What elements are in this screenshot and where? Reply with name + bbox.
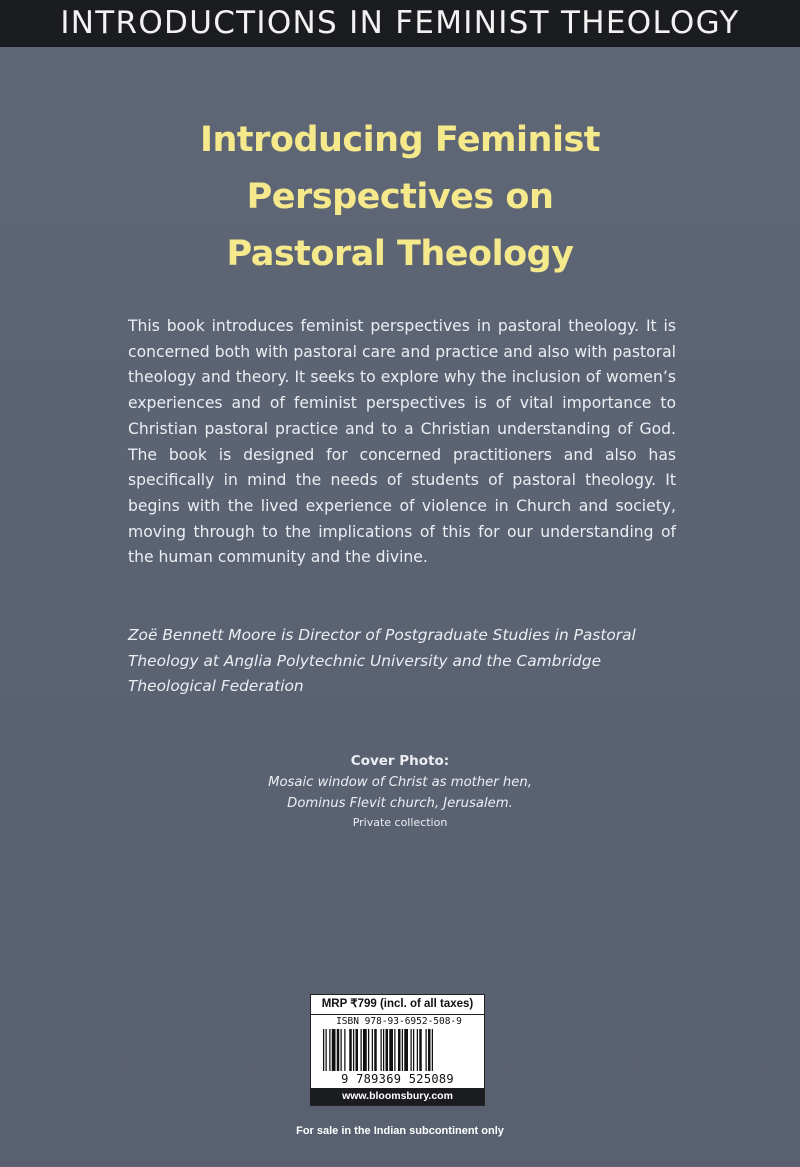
book-title-line: Introducing Feminist xyxy=(199,120,601,160)
barcode-stripe xyxy=(402,1029,403,1071)
series-title: INTRODUCTIONS IN FEMINIST THEOLOGY xyxy=(60,5,740,41)
barcode-stripe xyxy=(363,1029,367,1071)
cover-photo-label: Cover Photo: xyxy=(350,753,450,769)
barcode-stripe xyxy=(368,1029,369,1071)
cover-photo-line: Dominus Flevit church, Jerusalem. xyxy=(287,796,513,811)
publisher-website: www.bloomsbury.com xyxy=(311,1088,484,1105)
barcode-stripe xyxy=(426,1029,427,1071)
cover-photo-credit xyxy=(0,750,800,832)
barcode-digits: 9 789369 525089 xyxy=(341,1072,454,1086)
barcode-stripe xyxy=(404,1029,408,1071)
barcode-stripe xyxy=(394,1029,395,1071)
barcode-image xyxy=(323,1029,473,1071)
barcode-stripe xyxy=(361,1029,362,1071)
barcode-stripe xyxy=(323,1029,324,1071)
barcode-panel xyxy=(310,994,485,1106)
barcode-stripe xyxy=(432,1029,433,1071)
barcode-stripe xyxy=(332,1029,336,1071)
barcode-stripe xyxy=(329,1029,330,1071)
barcode-stripe xyxy=(417,1029,418,1071)
barcode-stripe xyxy=(374,1029,377,1071)
isbn-label: ISBN 978-93-6952-508-9 xyxy=(336,1016,462,1027)
barcode-stripe xyxy=(341,1029,342,1071)
cover-photo-source: Private collection xyxy=(352,816,448,829)
barcode-stripe xyxy=(381,1029,382,1071)
barcode-stripe xyxy=(326,1029,327,1071)
barcode-stripe xyxy=(344,1029,345,1071)
barcode-stripe xyxy=(353,1029,354,1071)
barcode-stripe xyxy=(349,1029,352,1071)
author-bio: Zoë Bennett Moore is Director of Postgraduate Studies in Pastoral Theology at Anglia Polytechnic University and the Cambridge Theological Federation xyxy=(128,626,636,695)
price-label: MRP ₹799 (incl. of all taxes) xyxy=(311,995,484,1015)
barcode-stripe xyxy=(413,1029,414,1071)
barcode-stripe xyxy=(411,1029,412,1071)
cover-photo-line: Mosaic window of Christ as mother hen, xyxy=(268,775,532,790)
sale-territory-note: For sale in the Indian subcontinent only xyxy=(296,1125,504,1137)
barcode-stripe xyxy=(389,1029,393,1071)
barcode-stripe xyxy=(372,1029,373,1071)
book-title-line: Perspectives on xyxy=(246,177,554,217)
barcode-stripe xyxy=(337,1029,340,1071)
book-title xyxy=(0,112,800,283)
book-title-line: Pastoral Theology xyxy=(226,234,574,274)
barcode-stripe xyxy=(386,1029,389,1071)
barcode-stripe xyxy=(356,1029,359,1071)
barcode-stripe xyxy=(398,1029,401,1071)
barcode-stripe xyxy=(419,1029,422,1071)
barcode-stripe xyxy=(428,1029,431,1071)
barcode-stripe xyxy=(383,1029,384,1071)
book-description: This book introduces feminist perspectives in pastoral theology. It is concerned both with pastoral care and practice and also with pastoral theology and theory. It seeks to explore why the inclusion of women’s experiences and of feminist perspectives is of vital importance to Christian pastoral practice and to a Christian understanding of God. The book is designed for concerned practitioners and also has specifically in mind the needs of students of pastoral theology. It begins with the lived experience of violence in Church and society, moving through to the implications of this for our understanding of the human community and the divine. xyxy=(128,317,676,567)
